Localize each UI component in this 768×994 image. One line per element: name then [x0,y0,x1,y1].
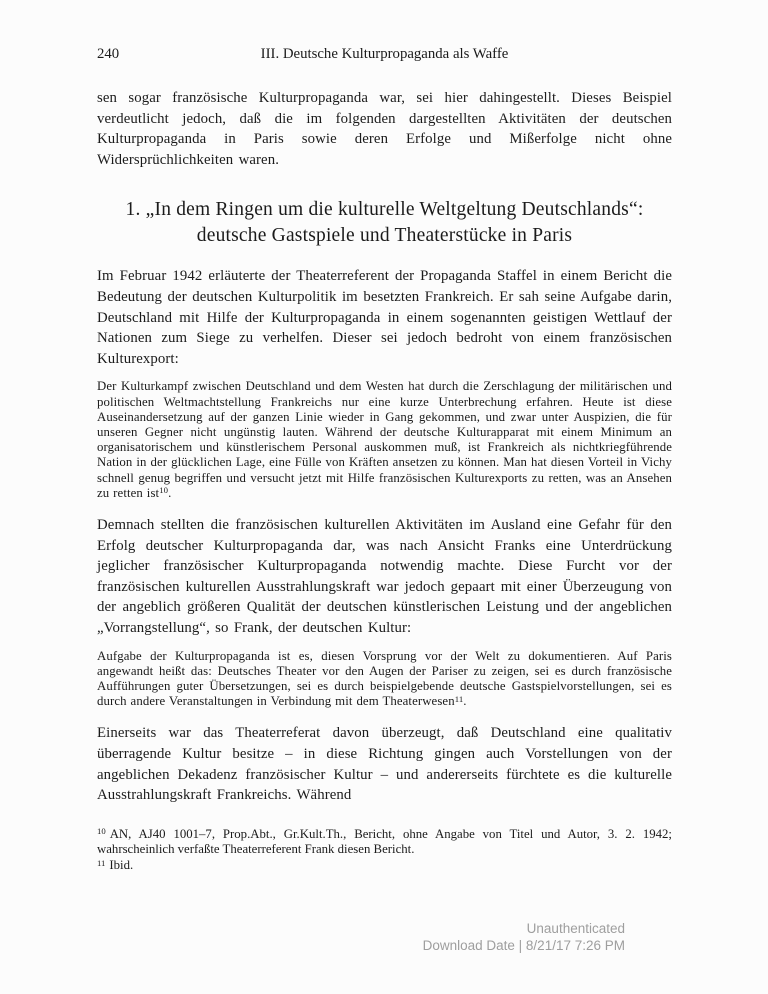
footnote-marker: 10 [97,826,106,837]
paragraph-einerseits: Einerseits war das Theaterreferat davon überzeugt, daß Deutschland eine qualitativ überragende Kultur besitze – in diese Richtung gingen auch Vorstellungen von der angeblichen Dekadenz französischer Kultur – und andererseits fürchtete es die kulturelle Ausstrahlungskraft Frankreichs. Während [97,725,672,804]
footnote-ref-10: 10 [159,485,169,496]
blockquote-end-punctuation: . [168,485,172,500]
footnote-10 [97,827,672,858]
download-stamp [423,921,625,954]
stamp-line-unauthenticated: Unauthenticated [526,921,625,936]
footnote-text: Ibid. [109,857,134,872]
intro-paragraph: sen sogar französische Kulturpropaganda war, sei hier dahingestellt. Dieses Beispiel verdeutlicht jedoch, daß die im folgenden dargestellten Aktivitäten der deutschen Kulturpropaganda in Paris sowie deren Erfolge und Mißerfolge nicht ohne Widersprüchlichkeiten waren. [97,90,672,168]
paragraph-demnach: Demnach stellten die französischen kulturellen Aktivitäten im Ausland eine Gefahr für den Erfolg deutscher Kulturpropaganda dar, was nach Ansicht Franks eine Unterdrückung jeglicher französischer Kulturpropaganda notwendig machte. Diese Furcht vor der französischen kulturellen Ausstrahlungskraft war jedoch gepaart mit einer Überzeugung von der angeblich größeren Qualität der deutschen künstlerischen Leistung und der angeblichen „Vorrangstellung“, so Frank, der deutschen Kultur: [97,516,672,636]
section-heading: 1. „In dem Ringen um die kulturelle Weltgeltung Deutschlands“: deutsche Gastspiele und Theaterstücke in Paris [125,199,644,247]
footnotes-block [97,827,672,874]
blockquote-end-punctuation: . [463,694,467,709]
blockquote-kulturkampf [97,379,672,501]
paragraph-february: Im Februar 1942 erläuterte der Theaterreferent der Propaganda Staffel in einem Bericht die Bedeutung der deutschen Kulturpolitik im besetzten Frankreich. Er sah seine Aufgabe darin, Deutschland mit Hilfe der Kulturpropaganda in einem sogenannten geistigen Wettlauf der Nationen zum Siege zu verhelfen. Dieser sei jedoch bedroht von einem französischen Kulturexport: [97,268,672,367]
blockquote-aufgabe [97,649,672,710]
footnote-ref-11: 11 [454,693,464,704]
page-number: 240 [97,46,120,62]
running-title: III. Deutsche Kulturpropaganda als Waffe [260,46,509,62]
footnote-text: AN, AJ40 1001–7, Prop.Abt., Gr.Kult.Th., Bericht, ohne Angabe von Titel und Autor, 3. 2. 1942; wahrscheinlich verfaßte Theaterreferent Frank diesen Bericht. [97,826,672,857]
blockquote-text: Der Kulturkampf zwischen Deutschland und dem Westen hat durch die Zerschlagung der militärischen und politischen Weltmachtstellung Frankreichs nur eine kurze Unterbrechung erfahren. Heute ist diese Auseinandersetzung auf der ganzen Linie wieder in Gang gekommen, und zwar unter Auspizien, die für unseren Gegner nicht ungünstig lauten. Während der deutsche Kulturapparat mit einem Minimum an organisatorischem und künstlerischem Personal auskommen muß, ist Frankreich als nichtkriegführende Nation in der glücklichen Lage, eine Fülle von Kräften ansetzen zu können. Man hat diesen Vorteil in Vichy schnell genug begriffen und versucht jetzt mit Hilfe französischen Kulturexports zu retten, was an Ansehen zu retten ist [97,379,672,500]
footnote-marker: 11 [97,857,106,868]
stamp-line-download-date: Download Date | 8/21/17 7:26 PM [422,937,625,953]
footnote-11 [97,858,672,874]
page-header [97,44,672,64]
blockquote-text: Aufgabe der Kulturpropaganda ist es, diesen Vorsprung vor der Welt zu dokumentieren. Auf Paris angewandt heißt das: Deutsches Theater vor den Augen der Pariser zu zeigen, sei es durch französische Aufführungen guter Übersetzungen, sei es durch beispielgebende deutsche Gastspielvorstellungen, sei es durch andere Veranstaltungen in Verbindung mit dem Theaterwesen [97,648,672,709]
